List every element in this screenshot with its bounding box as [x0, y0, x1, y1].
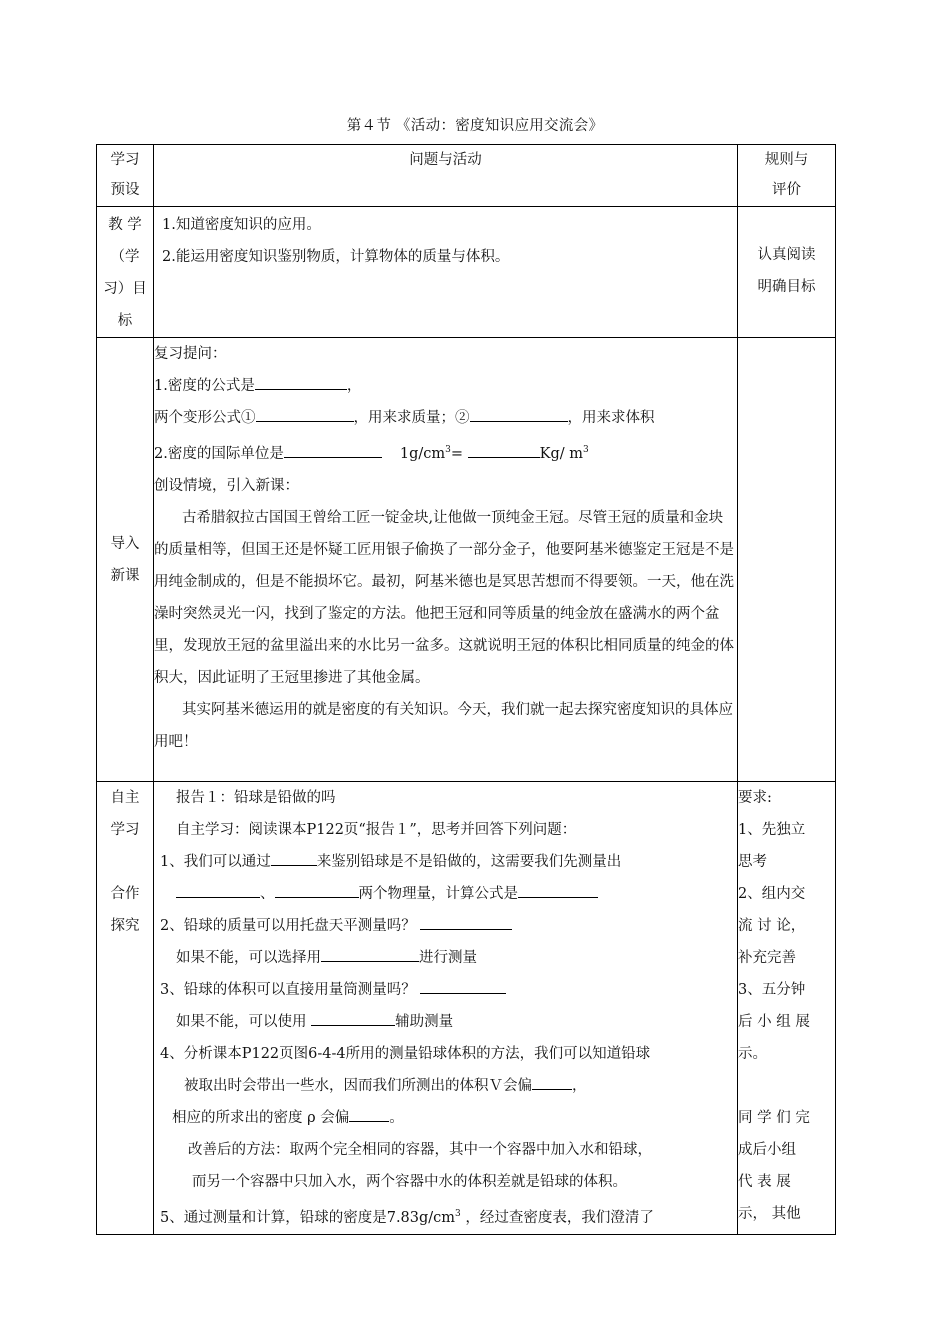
goals-col3-line: 明确目标 [757, 279, 816, 295]
explore-row [97, 782, 836, 1235]
answer-blank[interactable] [271, 849, 317, 866]
goals-col1-line: 标 [117, 313, 133, 329]
answer-blank[interactable] [256, 405, 354, 422]
goals-col1-line: （学 [110, 249, 140, 265]
review-q3-c: = [450, 445, 463, 462]
item-5-a: 5、通过测量和计算，铅球的密度是7.83g/cm [160, 1209, 456, 1226]
explore-col1-line: 探究 [110, 918, 140, 934]
item-4b [160, 1070, 733, 1102]
item-3b [160, 1006, 733, 1038]
goals-row [97, 207, 836, 338]
story-paragraph: 古希腊叙拉古国国王曾给工匠一锭金块,让他做一顶纯金王冠。尽管王冠的质量和金块的质量相等，但国王还是怀疑工匠用银子偷换了一部分金子，他要阿基米德鉴定王冠是不是用纯金制成的，但是不能损坏它。最初，阿基米德也是冥思苦想而不得要领。一天，他在洗澡时突然灵光一闪，找到了鉴定的方法。他把王冠和同等质量的纯金放在盛满水的两个盆里，发现放王冠的盆里溢出来的水比另一盆多。这就说明王冠的体积比相同质量的纯金的体积大，因此证明了王冠里掺进了其他金属。 [154, 509, 734, 686]
item-4c-b: 。 [389, 1110, 404, 1126]
header-col1-line: 预设 [110, 182, 140, 198]
review-q2-c: ，用来求体积 [567, 410, 655, 426]
review-q3-a: 2.密度的国际单位是 [154, 445, 284, 462]
goals-col3-line: 认真阅读 [757, 247, 816, 263]
header-col1 [97, 145, 154, 207]
goals-col3 [738, 207, 836, 338]
goals-col1-line: 教 学 [108, 217, 142, 233]
item-2 [160, 910, 733, 942]
superscript: 3 [455, 1209, 461, 1219]
review-q3 [154, 434, 737, 470]
explore-col2 [154, 782, 738, 1235]
req-line: 1、先独立 [738, 822, 806, 838]
item-1-b: 来鉴别铅球是不是铅做的，这需要我们先测量出 [316, 854, 622, 870]
lesson-table [96, 144, 836, 1235]
req-line [738, 1070, 835, 1102]
item-2b-b: 进行测量 [419, 950, 477, 966]
explore-col1-line: 学习 [110, 822, 140, 838]
req-line: 思考 [738, 854, 767, 870]
report-title: 报告１：铅球是铅做的吗 [176, 790, 336, 806]
item-1-cont [160, 878, 733, 910]
superscript: 3 [445, 445, 451, 455]
item-4c-a: 相应的所求出的密度 ρ 会偏 [172, 1110, 350, 1126]
goal-item: 1.知道密度知识的应用。 [162, 217, 321, 233]
req-line: 成后小组 [738, 1142, 796, 1158]
item-1-c: 、 [260, 886, 275, 902]
req-line: 示， 其他 [738, 1206, 801, 1222]
header-col2: 问题与活动 [154, 145, 738, 207]
review-q1 [154, 370, 737, 402]
review-q2 [154, 402, 737, 434]
review-q1-text: 1.密度的公式是 [154, 378, 255, 394]
req-line: 要求: [738, 790, 772, 806]
intro-col1-line: 导入 [110, 535, 140, 552]
item-1-d: 两个物理量，计算公式是 [358, 886, 518, 902]
review-q3-b: 1g/cm [399, 445, 446, 462]
intro-col2 [154, 338, 738, 782]
req-line: 示。 [738, 1046, 767, 1062]
header-col3-line: 规则与 [764, 152, 809, 168]
item-2b-a: 如果不能，可以选择用 [176, 950, 321, 966]
scene-title: 创设情境，引入新课： [154, 477, 299, 494]
req-line: 代 表 展 [738, 1174, 791, 1190]
req-line: 补充完善 [738, 950, 796, 966]
item-5-b: ，经过查密度表，我们澄清了 [465, 1209, 654, 1226]
intro-col1-line: 新课 [110, 567, 140, 584]
item-4b-a: 被取出时会带出一些水，因而我们所测出的体积Ｖ会偏 [184, 1078, 532, 1094]
item-4b-b: ， [572, 1078, 587, 1094]
explore-col1-line [97, 846, 153, 878]
item-3b-a: 如果不能，可以使用 [176, 1014, 307, 1030]
item-3 [160, 974, 733, 1006]
req-line: 流 讨 论， [738, 918, 806, 934]
item-3-text: 3、铅球的体积可以直接用量筒测量吗？ [160, 982, 416, 998]
answer-blank[interactable] [470, 405, 568, 422]
item-5 [160, 1198, 733, 1234]
item-4e: 而另一个容器中只加入水，两个容器中水的体积差就是铅球的体积。 [192, 1174, 627, 1190]
explore-col1-line: 合作 [110, 886, 140, 902]
header-col3-line: 评价 [772, 182, 801, 198]
req-line: 后 小 组 展 [738, 1014, 810, 1030]
answer-blank[interactable] [420, 977, 506, 994]
review-title: 复习提问： [154, 346, 227, 362]
item-3b-b: 辅助测量 [395, 1014, 454, 1030]
req-line: 2、组内交 [738, 886, 806, 902]
review-q1-end: ， [346, 378, 362, 394]
intro-col3 [738, 338, 836, 782]
item-1 [160, 846, 733, 878]
intro-col1 [97, 338, 154, 782]
story-paragraph-2: 其实阿基米德运用的就是密度的有关知识。今天，我们就一起去探究密度知识的具体应用吧！ [154, 701, 733, 750]
item-1-a: 1、我们可以通过 [160, 854, 271, 870]
goals-col2 [154, 207, 738, 338]
item-2b [160, 942, 733, 974]
answer-blank[interactable] [176, 881, 260, 898]
intro-row [97, 338, 836, 782]
header-col1-line: 学习 [110, 152, 140, 168]
goals-col1 [97, 207, 154, 338]
item-2-text: 2、铅球的质量可以用托盘天平测量吗？ [160, 918, 416, 934]
answer-blank[interactable] [311, 1009, 395, 1026]
header-col3 [738, 145, 836, 207]
item-4c [160, 1102, 733, 1134]
goals-col1-line: 习）目 [103, 281, 147, 297]
answer-blank[interactable] [255, 373, 347, 390]
answer-blank[interactable] [420, 913, 512, 930]
answer-blank[interactable] [349, 1105, 389, 1122]
item-4: 4、分析课本P122页图6-4-4所用的测量铅球体积的方法，我们可以知道铅球 [160, 1046, 651, 1062]
req-line: 同 学 们 完 [738, 1110, 810, 1126]
review-q3-d: Kg/ m [539, 445, 583, 462]
explore-col1 [97, 782, 154, 1235]
review-q2-b: ，用来求质量；② [353, 410, 470, 426]
answer-blank[interactable] [532, 1073, 572, 1090]
item-4d: 改善后的方法：取两个完全相同的容器，其中一个容器中加入水和铅球， [188, 1142, 652, 1158]
review-q2-a: 两个变形公式① [154, 410, 256, 426]
header-row [97, 145, 836, 207]
req-line: 3、五分钟 [738, 982, 806, 998]
superscript: 3 [582, 445, 589, 455]
answer-blank[interactable] [275, 881, 359, 898]
page-title: 第４节 《活动：密度知识应用交流会》 [346, 118, 604, 134]
explore-col1-line: 自主 [110, 790, 140, 806]
goal-item: 2.能运用密度知识鉴别物质，计算物体的质量与体积。 [162, 249, 510, 265]
answer-blank[interactable] [468, 441, 540, 458]
answer-blank[interactable] [321, 945, 419, 962]
instruction: 自主学习：阅读课本P122页“报告１”，思考并回答下列问题： [176, 822, 577, 838]
answer-blank[interactable] [518, 881, 598, 898]
answer-blank[interactable] [284, 441, 382, 458]
explore-col3 [738, 782, 836, 1235]
